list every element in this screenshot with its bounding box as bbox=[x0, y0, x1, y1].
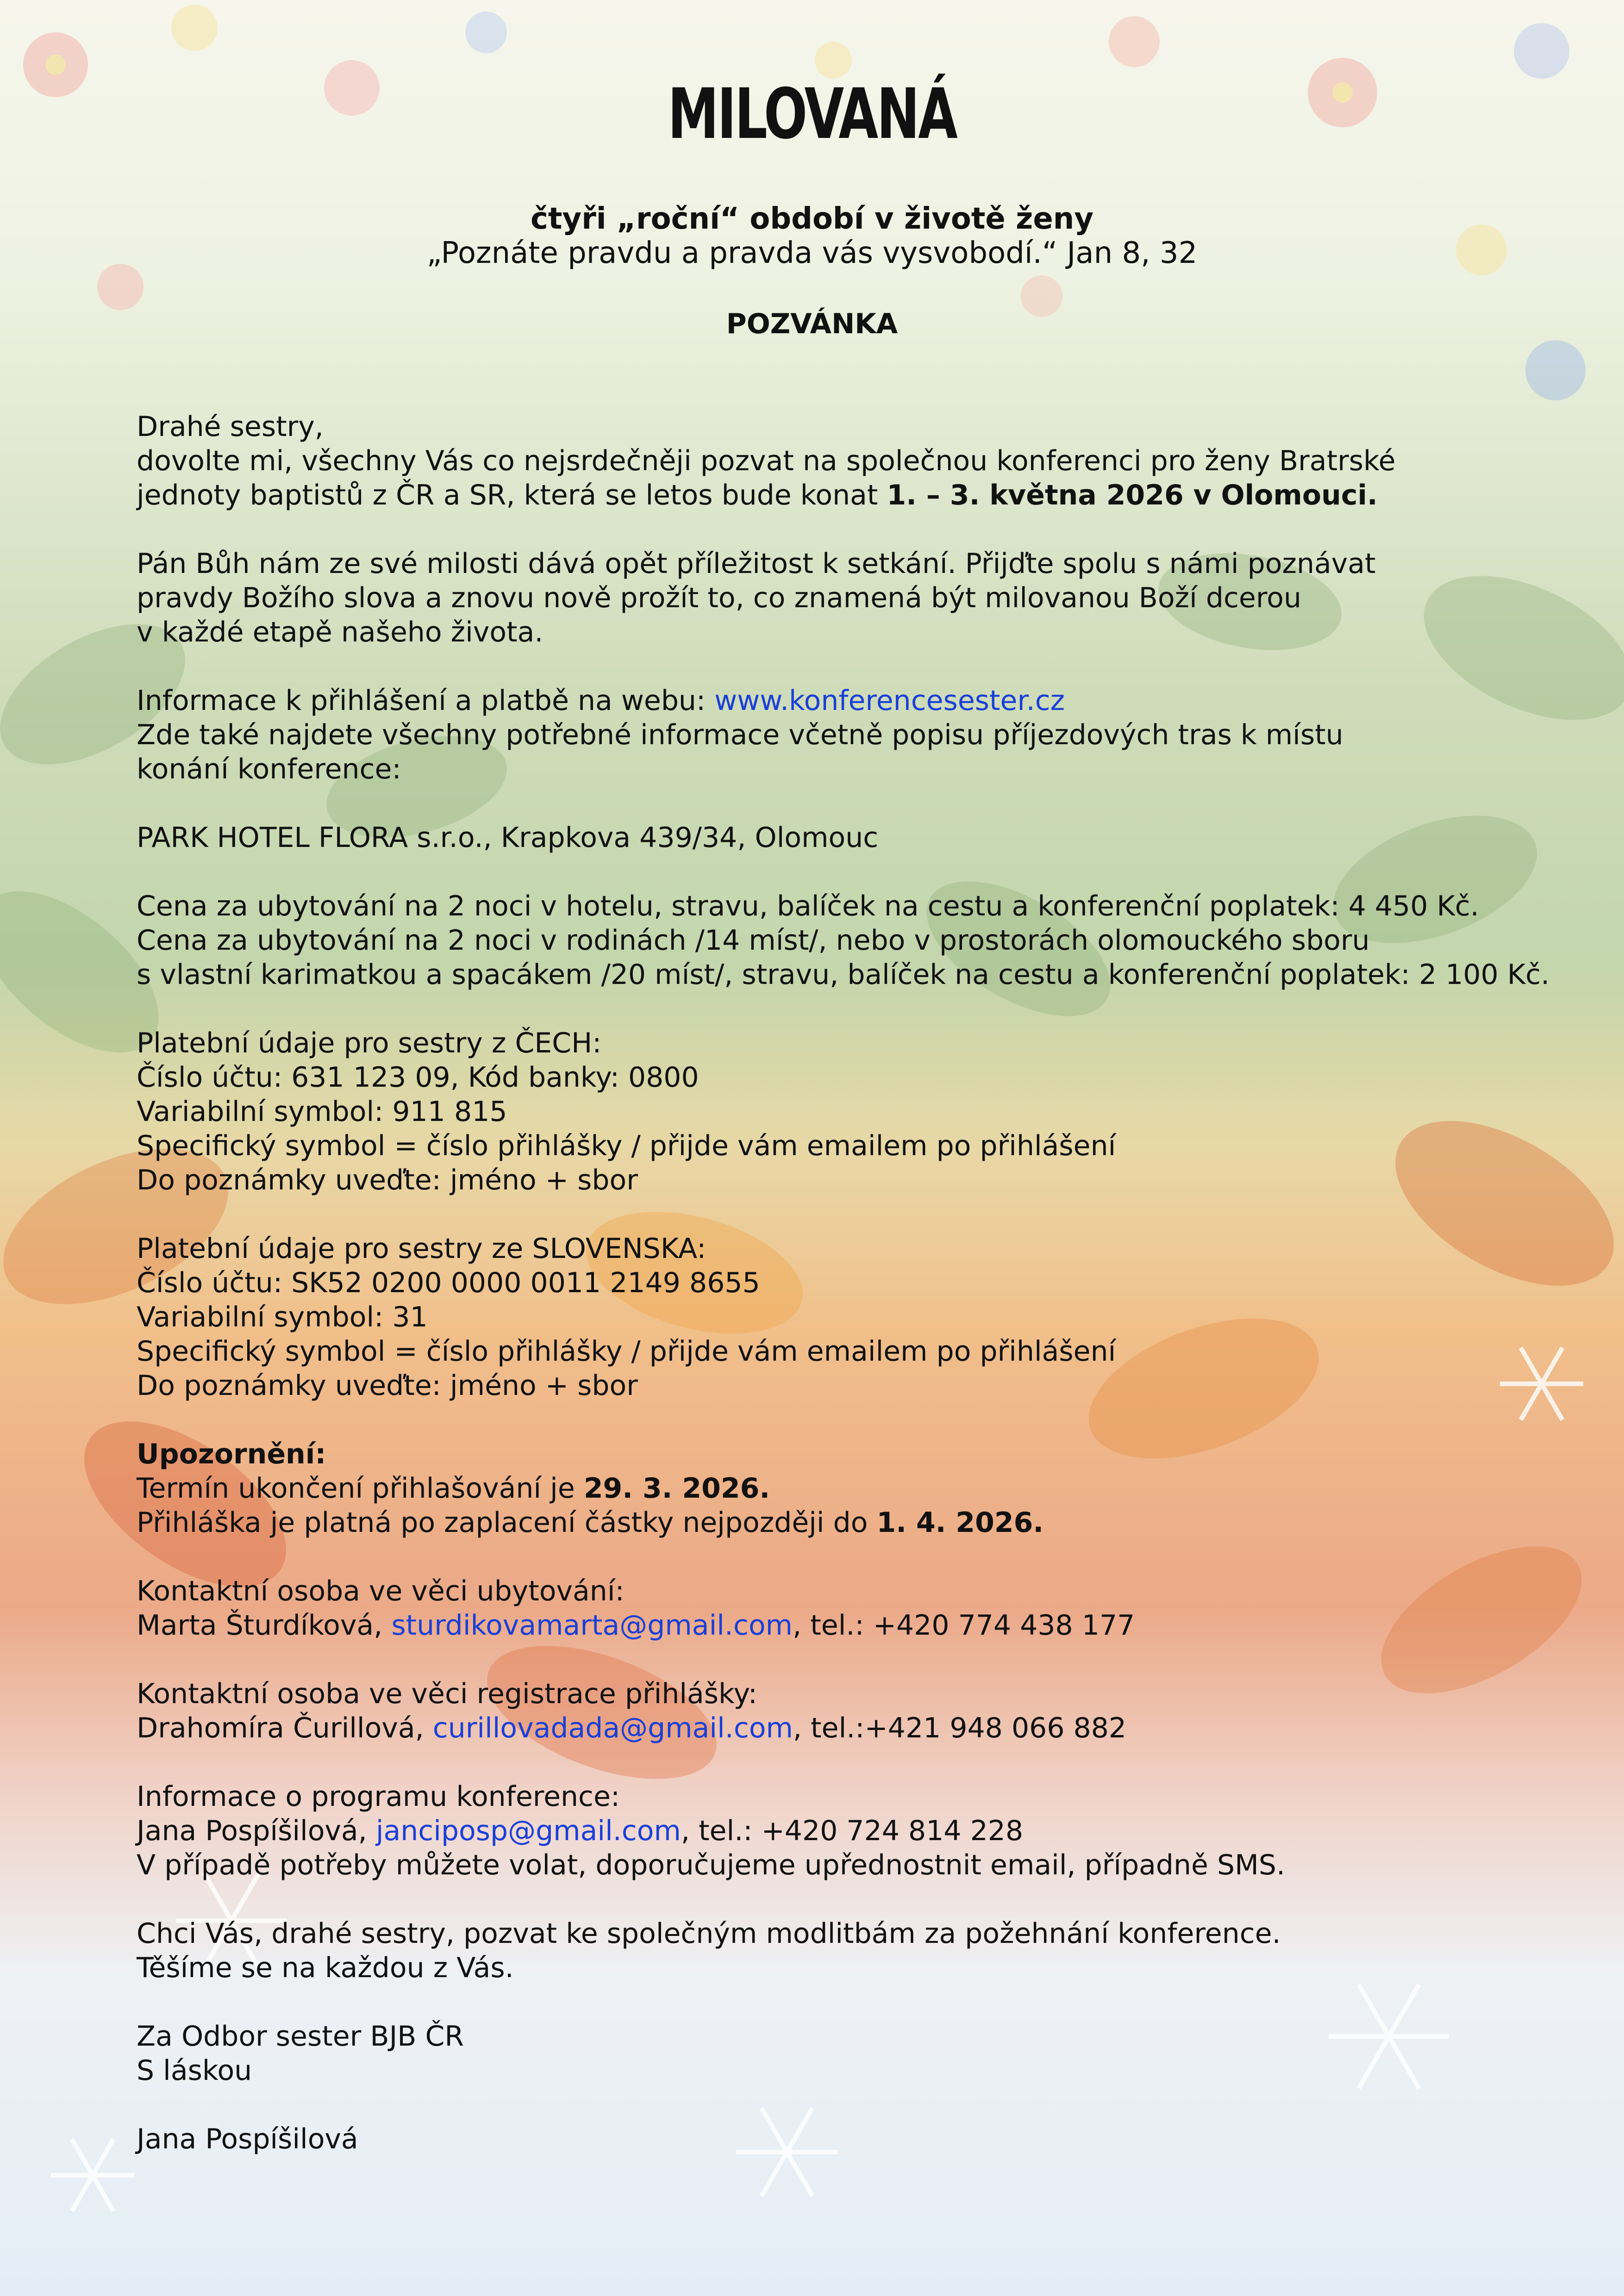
event-dates: 1. – 3. května 2026 v Olomouci bbox=[887, 479, 1367, 511]
contact-heading: Kontaktní osoba ve věci registrace přihlášky: bbox=[137, 1678, 758, 1710]
info-line bbox=[137, 684, 1576, 718]
salutation: Drahé sestry, bbox=[137, 411, 324, 443]
contact-phone: , tel.:+421 948 066 882 bbox=[793, 1712, 1127, 1744]
payment-heading: Platební údaje pro sestry ze SLOVENSKA: bbox=[137, 1232, 706, 1265]
contact-line bbox=[137, 1711, 1576, 1745]
payment-sk-paragraph bbox=[137, 1232, 1576, 1403]
email-link[interactable]: sturdikovamarta@gmail.com bbox=[391, 1609, 793, 1642]
contact-heading: Informace o programu konference: bbox=[137, 1780, 620, 1813]
intro-paragraph bbox=[137, 547, 1576, 649]
deadline-date: 29. 3. 2026. bbox=[583, 1472, 770, 1505]
intro-line: v každé etapě našeho života. bbox=[137, 616, 543, 648]
prices-paragraph bbox=[137, 889, 1576, 992]
signature-name-block bbox=[137, 2122, 1576, 2156]
contact-note: V případě potřeby můžete volat, doporučujeme upřednostnit email, případně SMS. bbox=[137, 1849, 1286, 1881]
letter-body bbox=[137, 410, 1576, 2190]
closing-paragraph bbox=[137, 1916, 1576, 1985]
payment-note: Do poznámky uveďte: jméno + sbor bbox=[137, 1164, 638, 1196]
venue-paragraph bbox=[137, 821, 1576, 855]
signature-regards: S láskou bbox=[137, 2054, 252, 2087]
bible-verse: „Poznáte pravdu a pravda vás vysvobodí.“ Jan 8, 32 bbox=[426, 236, 1198, 270]
email-link[interactable]: curillovadada@gmail.com bbox=[432, 1712, 793, 1744]
signature-name: Jana Pospíšilová bbox=[137, 2123, 358, 2155]
account-number: Číslo účtu: 631 123 09, Kód banky: 0800 bbox=[137, 1061, 699, 1094]
account-number: Číslo účtu: SK52 0200 0000 0011 2149 8655 bbox=[137, 1267, 760, 1299]
notice-paragraph bbox=[137, 1437, 1576, 1540]
contact-name: Jana Pospíšilová, bbox=[137, 1815, 376, 1847]
payment-note: Do poznámky uveďte: jméno + sbor bbox=[137, 1369, 638, 1402]
venue-address: PARK HOTEL FLORA s.r.o., Krapkova 439/34, Olomouc bbox=[137, 821, 879, 854]
contact-accommodation bbox=[137, 1574, 1576, 1643]
punctuation: . bbox=[1367, 479, 1378, 511]
greeting-line: dovolte mi, všechny Vás co nejsrdečněji pozvat na společnou konferenci pro ženy Bratrské bbox=[137, 445, 1396, 477]
page-title: MILOVANÁ bbox=[668, 74, 956, 155]
payment-cz-paragraph bbox=[137, 1026, 1576, 1197]
specific-symbol: Specifický symbol = číslo přihlášky / přijde vám emailem po přihlášení bbox=[137, 1335, 1116, 1368]
price-line: Cena za ubytování na 2 noci v rodinách /14 míst/, nebo v prostorách olomouckého sboru bbox=[137, 924, 1370, 957]
variable-symbol: Variabilní symbol: 911 815 bbox=[137, 1095, 507, 1128]
info-line: konání konference: bbox=[137, 753, 401, 785]
contact-phone: , tel.: +420 774 438 177 bbox=[793, 1609, 1135, 1642]
closing-line: Těšíme se na každou z Vás. bbox=[137, 1952, 514, 1984]
subtitle: čtyři „roční“ období v životě ženy bbox=[530, 202, 1094, 236]
greeting-line bbox=[137, 478, 1576, 512]
contact-line bbox=[137, 1814, 1576, 1848]
payment-heading: Platební údaje pro sestry z ČECH: bbox=[137, 1027, 602, 1059]
price-line: s vlastní karimatkou a spacákem /20 míst/, stravu, balíček na cestu a konferenční poplatek: 2 100 Kč. bbox=[137, 958, 1550, 991]
email-link[interactable]: janciposp@gmail.com bbox=[375, 1815, 681, 1847]
contact-line bbox=[137, 1608, 1576, 1643]
contact-name: Marta Šturdíková, bbox=[137, 1609, 392, 1642]
greeting-text: jednoty baptistů z ČR a SR, která se letos bude konat bbox=[137, 479, 887, 511]
info-text: Informace k přihlášení a platbě na webu: bbox=[137, 684, 715, 717]
deadline-text: Termín ukončení přihlašování je bbox=[137, 1472, 584, 1505]
notice-heading: Upozornění: bbox=[137, 1438, 326, 1470]
punctuation: . bbox=[1033, 1506, 1044, 1539]
signature-block bbox=[137, 2019, 1576, 2088]
contact-heading: Kontaktní osoba ve věci ubytování: bbox=[137, 1575, 625, 1607]
closing-line: Chci Vás, drahé sestry, pozvat ke společným modlitbám za požehnání konference. bbox=[137, 1917, 1281, 1950]
contact-name: Drahomíra Čurillová, bbox=[137, 1712, 433, 1744]
info-paragraph bbox=[137, 684, 1576, 786]
specific-symbol: Specifický symbol = číslo přihlášky / přijde vám emailem po přihlášení bbox=[137, 1130, 1116, 1162]
deadline-line bbox=[137, 1471, 1576, 1506]
signature-org: Za Odbor sester BJB ČR bbox=[137, 2020, 464, 2053]
price-line: Cena za ubytování na 2 noci v hotelu, stravu, balíček na cestu a konferenční poplatek: 4 450 Kč. bbox=[137, 890, 1479, 922]
intro-line: pravdy Božího slova a znovu nově prožít to, co znamená být milovanou Boží dcerou bbox=[137, 582, 1301, 614]
validity-line bbox=[137, 1506, 1576, 1540]
greeting-paragraph bbox=[137, 410, 1576, 512]
website-link[interactable]: www.konferencesester.cz bbox=[714, 684, 1065, 717]
contact-phone: , tel.: +420 724 814 228 bbox=[681, 1815, 1024, 1847]
validity-text: Přihláška je platná po zaplacení částky nejpozději do bbox=[137, 1506, 877, 1539]
intro-line: Pán Bůh nám ze své milosti dává opět příležitost k setkání. Přijďte spolu s námi poznávat bbox=[137, 548, 1376, 580]
validity-date: 1. 4. 2026 bbox=[876, 1506, 1033, 1539]
info-line: Zde také najdete všechny potřebné informace včetně popisu příjezdových tras k místu bbox=[137, 719, 1343, 751]
variable-symbol: Variabilní symbol: 31 bbox=[137, 1301, 428, 1333]
invitation-label: POZVÁNKA bbox=[726, 308, 898, 340]
contact-program bbox=[137, 1780, 1576, 1882]
contact-registration bbox=[137, 1677, 1576, 1745]
